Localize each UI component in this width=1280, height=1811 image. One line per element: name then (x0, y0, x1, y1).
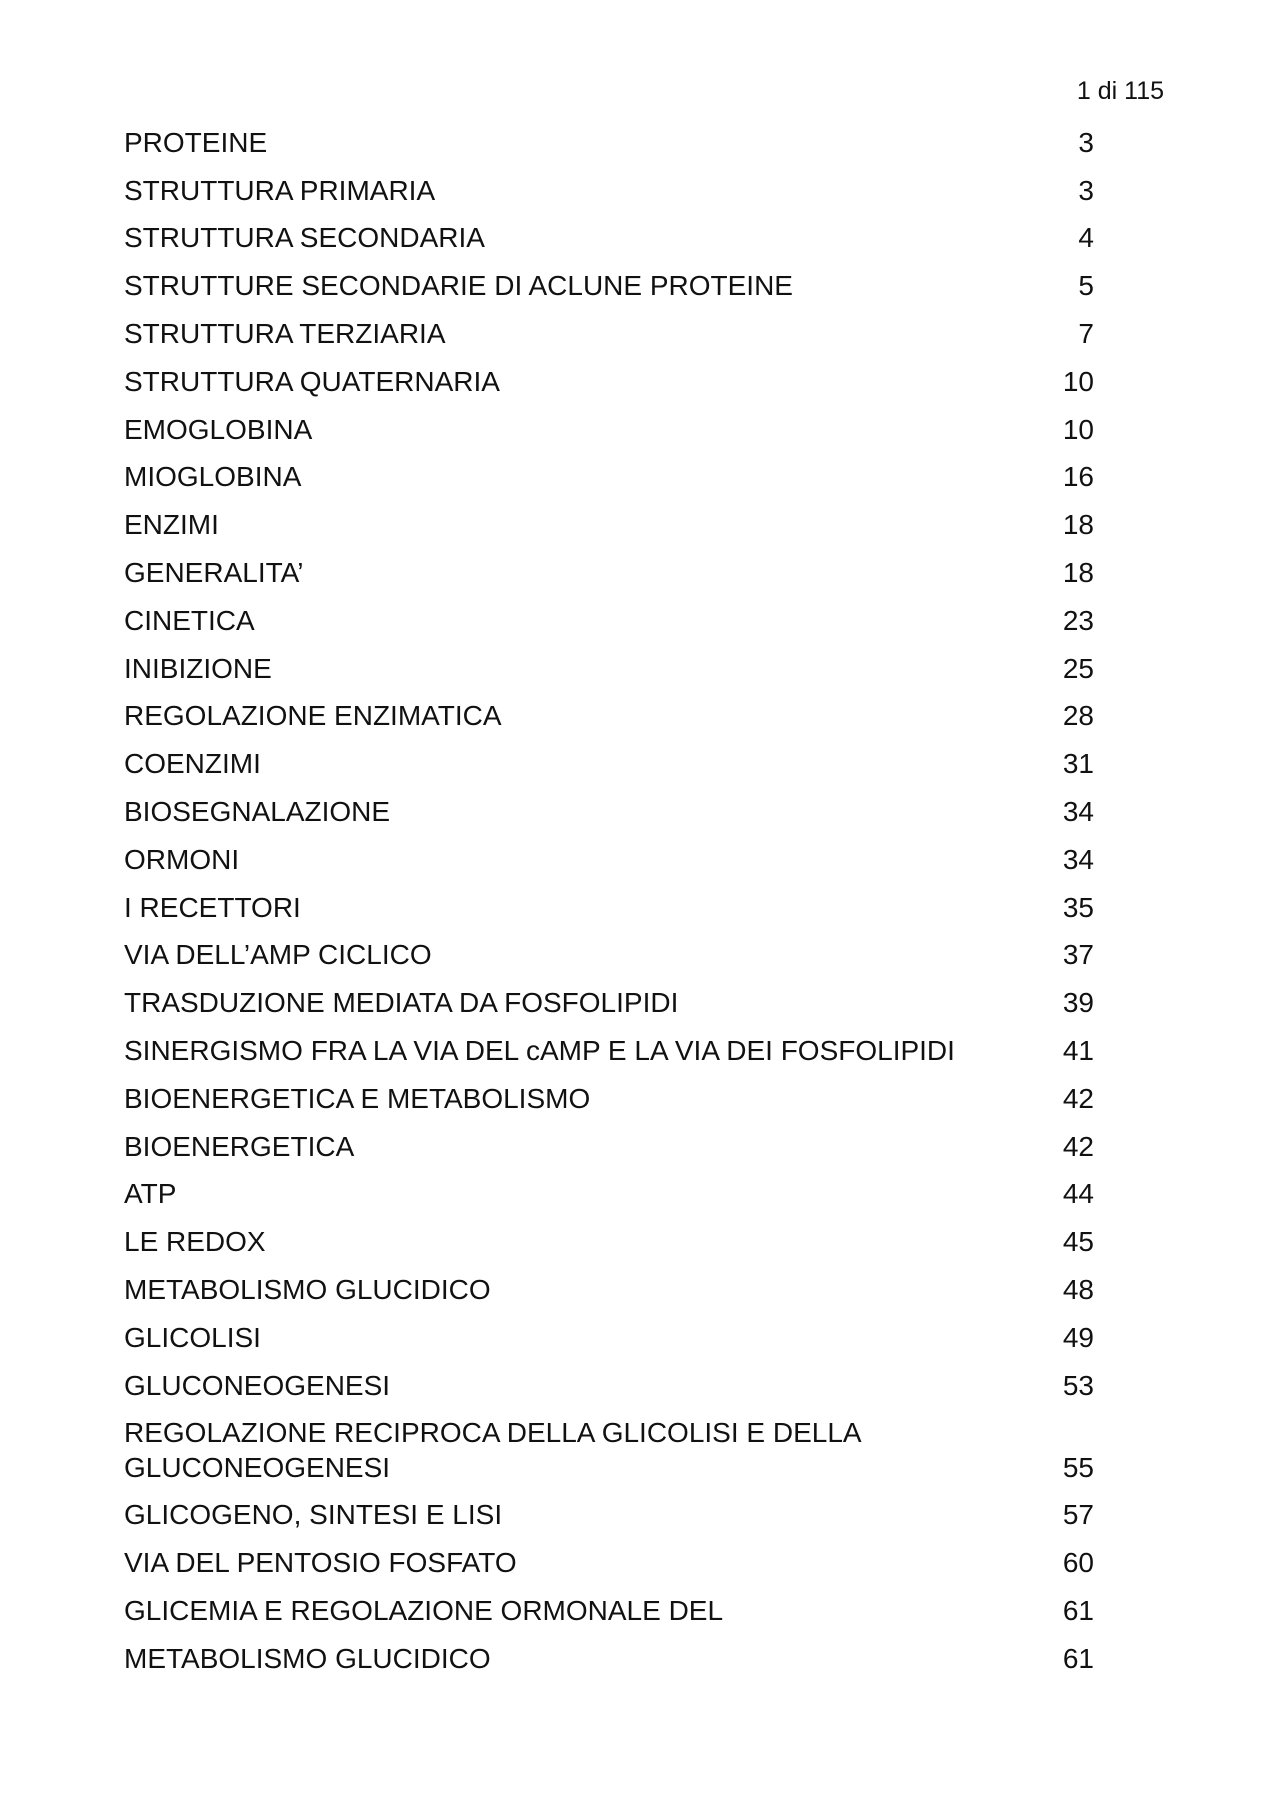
toc-entry-page: 34 (1062, 843, 1094, 875)
toc-entry-page: 35 (1062, 891, 1094, 923)
toc-entry-title: I RECETTORI (124, 891, 301, 923)
toc-entry[interactable] (124, 1361, 1094, 1409)
toc-entry-title: METABOLISMO GLUCIDICO (124, 1642, 491, 1674)
toc-entry-page: 5 (1078, 270, 1094, 302)
toc-entry[interactable] (124, 883, 1094, 931)
toc-entry-page: 41 (1062, 1034, 1094, 1066)
toc-entry[interactable] (124, 1170, 1094, 1218)
toc-entry-page: 10 (1062, 365, 1094, 397)
toc-entry-page: 10 (1062, 413, 1094, 445)
toc-entry-title: STRUTTURE SECONDARIE DI ACLUNE PROTEINE (124, 270, 793, 302)
toc-entry[interactable] (124, 1122, 1094, 1170)
toc-entry-page: 55 (1062, 1451, 1094, 1483)
toc-entry-title: TRASDUZIONE MEDIATA DA FOSFOLIPIDI (124, 987, 679, 1019)
toc-entry[interactable] (124, 1217, 1094, 1265)
toc-entry[interactable] (124, 405, 1094, 453)
toc-entry-title: METABOLISMO GLUCIDICO (124, 1273, 491, 1305)
toc-entry[interactable] (124, 261, 1094, 309)
toc-entry-title: MIOGLOBINA (124, 461, 302, 493)
toc-entry-title: STRUTTURA PRIMARIA (124, 174, 436, 206)
toc-entry-title: GLICOLISI (124, 1321, 261, 1353)
toc-entry-title: STRUTTURA QUATERNARIA (124, 365, 500, 397)
toc-entry-page: 28 (1062, 700, 1094, 732)
toc-entry[interactable] (124, 357, 1094, 405)
toc-entry-page: 23 (1062, 604, 1094, 636)
toc-entry-title: INIBIZIONE (124, 652, 272, 684)
toc-entry-page: 18 (1062, 556, 1094, 588)
toc-entry-page: 57 (1062, 1499, 1094, 1531)
toc-entry[interactable] (124, 978, 1094, 1026)
toc-entry-title: REGOLAZIONE RECIPROCA DELLA GLICOLISI E DELLA GLUCONEOGENESI (124, 1416, 861, 1483)
toc-entry-title: BIOENERGETICA E METABOLISMO (124, 1082, 591, 1114)
toc-entry-title: GLUCONEOGENESI (124, 1369, 391, 1401)
toc-entry-page: 49 (1062, 1321, 1094, 1353)
toc-entry-page: 34 (1062, 795, 1094, 827)
toc-entry-page: 44 (1062, 1178, 1094, 1210)
toc-entry-page: 60 (1062, 1547, 1094, 1579)
toc-entry-title: CINETICA (124, 604, 255, 636)
toc-entry[interactable] (124, 453, 1094, 501)
toc-entry[interactable] (124, 1313, 1094, 1361)
toc-entry-title: SINERGISMO FRA LA VIA DEL cAMP E LA VIA DEI FOSFOLIPIDI (124, 1034, 955, 1066)
toc-entry-title: ATP (124, 1178, 177, 1210)
toc-entry-page: 37 (1062, 939, 1094, 971)
toc-entry-page: 53 (1062, 1369, 1094, 1401)
toc-entry-title: VIA DEL PENTOSIO FOSFATO (124, 1547, 517, 1579)
toc-entry[interactable] (124, 548, 1094, 596)
toc-entry[interactable] (124, 500, 1094, 548)
toc-entry-page: 16 (1062, 461, 1094, 493)
toc-entry-page: 4 (1078, 222, 1094, 254)
toc-entry-title: COENZIMI (124, 748, 261, 780)
toc-entry-title: BIOENERGETICA (124, 1130, 355, 1162)
toc-entry[interactable] (124, 1074, 1094, 1122)
toc-entry-title: LE REDOX (124, 1226, 266, 1258)
toc-entry-page: 7 (1078, 317, 1094, 349)
toc-entry[interactable] (124, 1026, 1094, 1074)
toc-entry-page: 48 (1062, 1273, 1094, 1305)
toc-entry[interactable] (124, 309, 1094, 357)
toc-entry[interactable] (124, 835, 1094, 883)
table-of-contents (124, 118, 1094, 1682)
toc-entry-page: 61 (1062, 1642, 1094, 1674)
toc-entry[interactable] (124, 644, 1094, 692)
toc-entry-page: 3 (1078, 126, 1094, 158)
toc-entry-title: ORMONI (124, 843, 240, 875)
toc-entry[interactable] (124, 787, 1094, 835)
toc-entry[interactable] (124, 1265, 1094, 1313)
toc-entry[interactable] (124, 166, 1094, 214)
toc-entry-page: 18 (1062, 509, 1094, 541)
toc-entry-title: GLICOGENO, SINTESI E LISI (124, 1499, 503, 1531)
toc-entry-page: 42 (1062, 1130, 1094, 1162)
toc-entry-title: PROTEINE (124, 126, 268, 158)
toc-entry-title: VIA DELL’AMP CICLICO (124, 939, 432, 971)
toc-entry[interactable] (124, 1491, 1094, 1539)
toc-entry[interactable] (124, 931, 1094, 979)
toc-entry[interactable] (124, 596, 1094, 644)
toc-entry-title: GLICEMIA E REGOLAZIONE ORMONALE DEL (124, 1594, 724, 1626)
toc-entry-title: EMOGLOBINA (124, 413, 313, 445)
toc-entry[interactable] (124, 1538, 1094, 1586)
page-indicator: 1 di 115 (1076, 77, 1164, 105)
toc-entry[interactable] (124, 1586, 1094, 1634)
toc-entry-title: ENZIMI (124, 509, 219, 541)
toc-entry-page: 25 (1062, 652, 1094, 684)
toc-entry[interactable] (124, 1409, 1094, 1491)
toc-entry-page: 45 (1062, 1226, 1094, 1258)
toc-entry[interactable] (124, 1634, 1094, 1682)
toc-entry-title: STRUTTURA TERZIARIA (124, 317, 446, 349)
toc-entry-title: REGOLAZIONE ENZIMATICA (124, 700, 502, 732)
toc-entry-page: 42 (1062, 1082, 1094, 1114)
toc-entry[interactable] (124, 214, 1094, 262)
toc-entry-page: 31 (1062, 748, 1094, 780)
toc-entry-page: 39 (1062, 987, 1094, 1019)
toc-entry-page: 3 (1078, 174, 1094, 206)
toc-entry-page: 61 (1062, 1594, 1094, 1626)
toc-entry-title: GENERALITA’ (124, 556, 304, 588)
toc-entry-title: STRUTTURA SECONDARIA (124, 222, 485, 254)
toc-entry[interactable] (124, 692, 1094, 740)
toc-entry[interactable] (124, 118, 1094, 166)
toc-entry[interactable] (124, 739, 1094, 787)
toc-entry-title: BIOSEGNALAZIONE (124, 795, 391, 827)
